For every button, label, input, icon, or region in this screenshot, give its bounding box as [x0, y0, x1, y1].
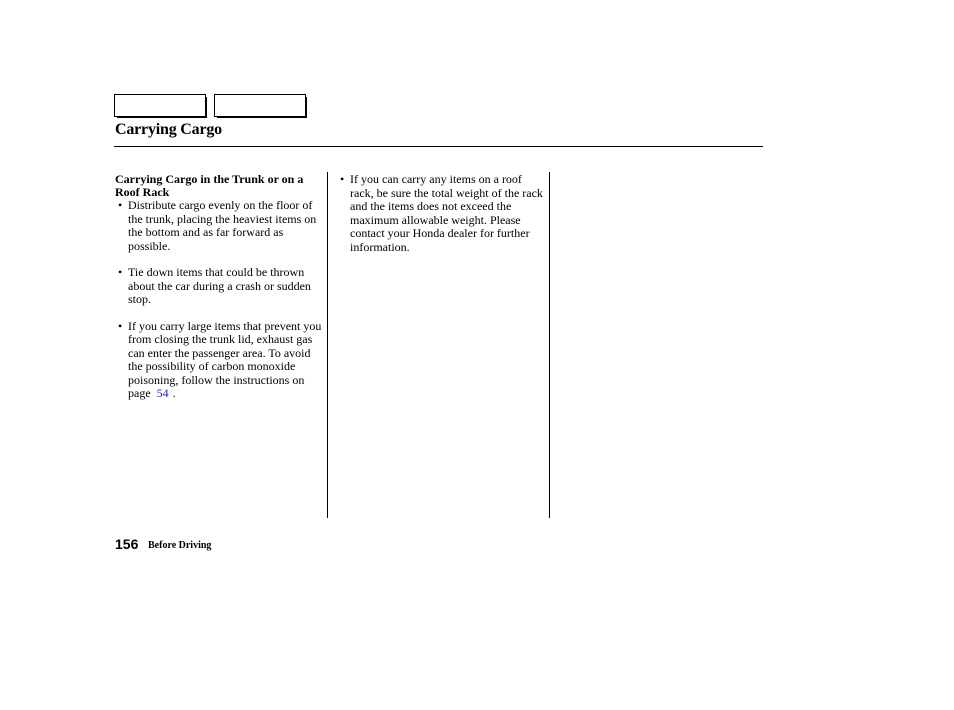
content-column-2	[340, 172, 544, 267]
section-name: Before Driving	[148, 540, 212, 551]
index-button[interactable]	[214, 94, 306, 117]
list-item-text: Distribute cargo evenly on the floor of the trunk, placing the heaviest items on the bottom and as far forward as possible.	[128, 198, 317, 253]
title-divider	[114, 146, 763, 147]
bullet-marker: •	[118, 198, 123, 212]
bullet-marker: •	[340, 172, 345, 186]
list-item-text-end: .	[172, 386, 176, 400]
list-item-text: If you carry large items that prevent you from closing the trunk lid, exhaust gas can enter the passenger area. To avoid the possibility of carbon monoxide poisoning, follow the instructions on page	[128, 318, 322, 400]
list-item	[115, 320, 323, 401]
list-item	[115, 199, 323, 253]
column-divider-right	[549, 172, 550, 518]
page-number: 156	[115, 536, 139, 552]
bullet-marker: •	[118, 265, 123, 279]
page-reference-link[interactable]: 54	[156, 386, 169, 400]
list-item-text: Tie down items that could be thrown about the car during a crash or sudden stop.	[128, 265, 311, 306]
list-item	[115, 266, 323, 307]
bullet-marker: •	[118, 318, 123, 333]
section-heading: Carrying Cargo in the Trunk or on a Roof Rack	[115, 172, 304, 199]
main-menu-button[interactable]	[114, 94, 206, 117]
list-item	[340, 172, 544, 254]
column-divider-left	[327, 172, 328, 518]
page-title: Carrying Cargo	[115, 121, 222, 138]
content-column-1	[115, 172, 323, 414]
list-item-text: If you can carry any items on a roof rack, be sure the total weight of the rack and the items does not exceed the maximum allowable weight. Please contact your Honda dealer for further information.	[350, 172, 543, 254]
